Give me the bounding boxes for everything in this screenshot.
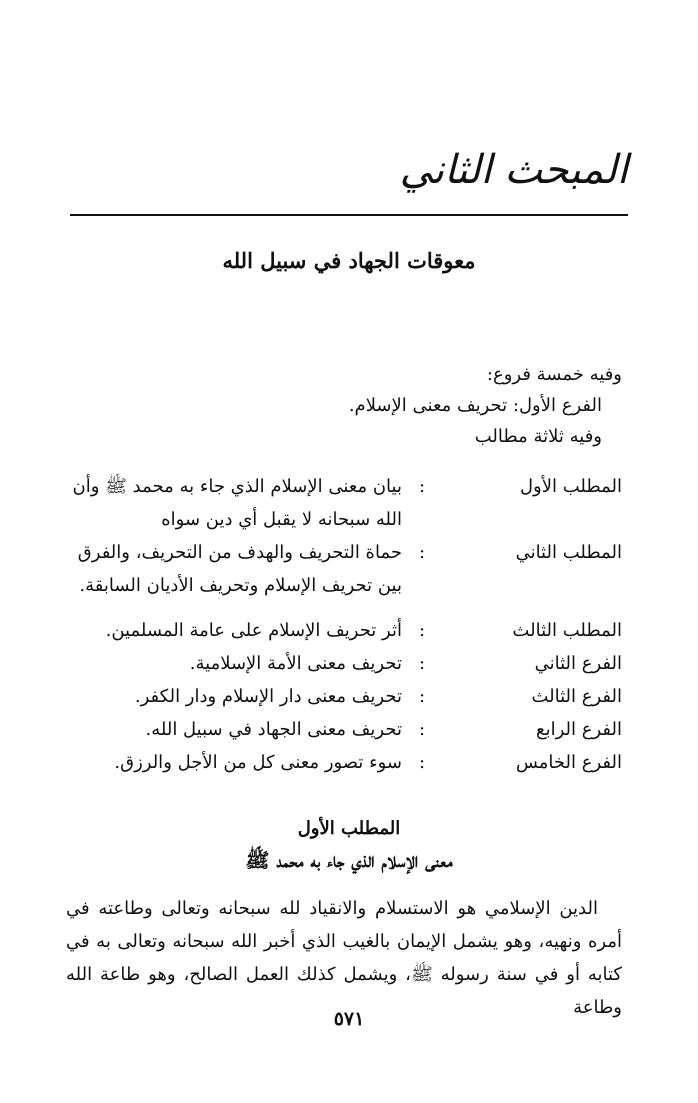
toc-separator: : [418,719,426,740]
toc-row [70,536,622,602]
toc-separator: : [418,476,426,497]
chapter-divider [70,214,628,216]
section-title: معوقات الجهاد في سبيل الله [222,248,476,273]
chapter-heading: المبحث الثاني [399,147,628,193]
page-number: ٥٧١ [333,1008,365,1030]
toc-text: حماة التحريف والهدف من التحريف، والفرق بين تحريف الإسلام وتحريف الأديان السابقة. [77,542,402,596]
body-paragraph: الدين الإسلامي هو الاستسلام والانقياد لله سبحانه وتعالى وطاعته في أمره ونهيه، وهو يشمل الإيمان بالغيب الذي أخبر الله سبحانه وتعالى به في كتابه أو في سنة رسوله ﷺ، ويشمل كذلك العمل الصالح، وهو طاعة الله وطاعة [66,898,622,1018]
toc-separator: : [418,620,426,641]
toc-row [70,680,622,713]
toc-text: أثر تحريف الإسلام على عامة المسلمين. [105,620,402,641]
toc-separator: : [418,752,426,773]
toc-separator: : [418,653,426,674]
toc-row [70,713,622,746]
subsection-title: معنى الإسلام الذي جاء به محمد ﷺ [245,848,453,872]
toc-separator: : [418,542,426,563]
intro-line-branches: وفيه خمسة فروع: [486,364,622,385]
intro-block [349,366,622,459]
toc-row [70,470,622,536]
toc-text: سوء تصور معنى كل من الأجل والرزق. [114,752,402,773]
toc-label: الفرع الخامس [515,752,622,773]
toc-label: الفرع الرابع [536,719,622,740]
toc-row [70,647,622,680]
toc-text: بيان معنى الإسلام الذي جاء به محمد ﷺ وأن الله سبحانه لا يقبل أي دين سواه [72,476,402,530]
toc-label: المطلب الأول [519,476,622,497]
toc-text: تحريف معنى دار الإسلام ودار الكفر. [134,686,402,707]
toc-label: المطلب الثاني [515,542,622,563]
toc-separator: : [418,686,426,707]
subsection-heading: المطلب الأول [297,818,401,839]
body-text [66,892,622,1024]
toc-label: الفرع الثالث [531,686,622,707]
toc-label: الفرع الثاني [534,653,622,674]
intro-line-requirements: وفيه ثلاثة مطالب [474,426,602,447]
table-of-contents [70,470,622,779]
toc-row [70,746,622,779]
toc-row [70,614,622,647]
toc-label: المطلب الثالث [512,620,622,641]
toc-text: تحريف معنى الأمة الإسلامية. [189,653,402,674]
intro-line-first-branch: الفرع الأول: تحريف معنى الإسلام. [348,395,602,416]
toc-text: تحريف معنى الجهاد في سبيل الله. [145,719,402,740]
